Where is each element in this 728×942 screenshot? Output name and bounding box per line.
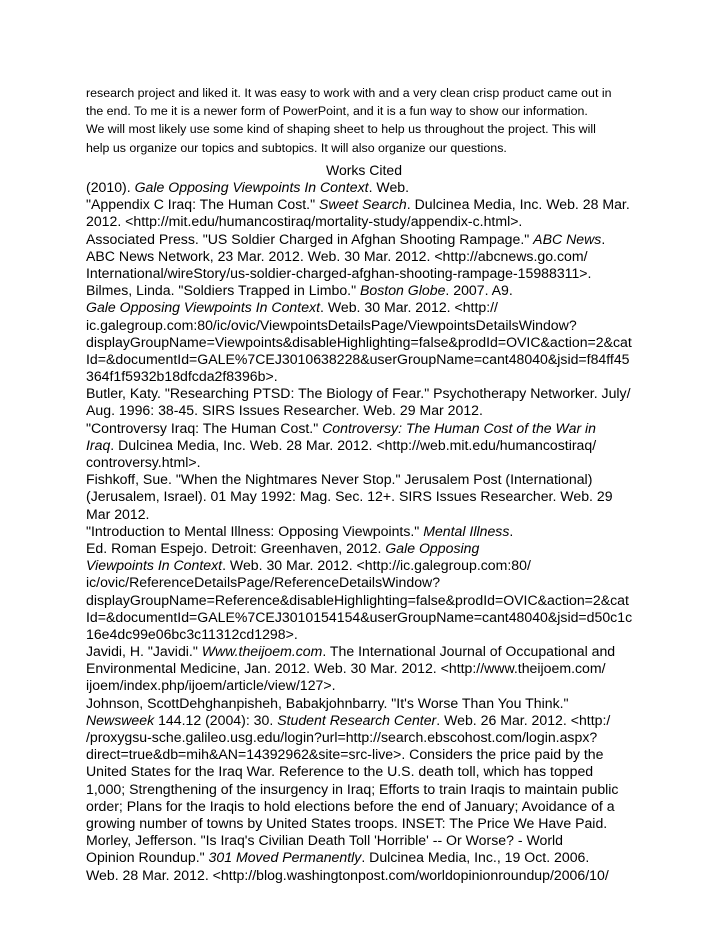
citation-italic-text: 301 Moved Permanently <box>208 849 362 866</box>
citation-text: 144.12 (2004): 30. <box>154 711 278 728</box>
citation-text: "Appendix C Iraq: The Human Cost." <box>86 196 320 213</box>
citation-line <box>86 523 666 540</box>
intro-line: the end. To me it is a newer form of PowerPoint, and it is a fun way to show our information. <box>86 104 588 119</box>
works-cited-list <box>86 179 666 884</box>
citation-text: . Web. 30 Mar. 2012. <http:// <box>320 299 498 316</box>
citation-text: Butler, Katy. "Researching PTSD: The Biology of Fear." Psychotherapy Networker. July/ <box>86 385 631 402</box>
citation-line <box>86 746 666 763</box>
citation-text: . Web. <box>368 179 410 195</box>
citation-line <box>86 695 666 712</box>
intro-line: We will most likely use some kind of shaping sheet to help us throughout the project. This will <box>86 122 596 137</box>
citation-italic-text: Gale Opposing <box>385 539 480 556</box>
citation-text: displayGroupName=Reference&disableHighlighting=false&prodId=OVIC&action=2&cat <box>86 591 629 608</box>
citation-text: ic.galegroup.com:80/ic/ovic/ViewpointsDetailsPage/ViewpointsDetailsWindow? <box>86 316 577 333</box>
citation-line <box>86 660 666 677</box>
citation-italic-text: Controversy: The Human Cost of the War in <box>322 419 597 436</box>
citation-italic-text: Mental Illness <box>423 522 510 539</box>
citation-italic-text: ABC News <box>533 230 602 247</box>
citation-line <box>86 729 666 746</box>
citation-italic-text: Iraq <box>86 436 111 453</box>
citation-text: . Dulcinea Media, Inc. Web. 28 Mar. 2012. <http://web.mit.edu/humancostiraq/ <box>110 436 597 453</box>
citation-line <box>86 506 666 523</box>
citation-text: ijoem/index.php/ijoem/article/view/127>. <box>86 677 336 694</box>
citation-line <box>86 832 666 849</box>
citation-text: 1,000; Strengthening of the insurgency in Iraq; Efforts to train Iraqis to maintain public <box>86 780 619 797</box>
citation-text: Associated Press. "US Soldier Charged in Afghan Shooting Rampage." <box>86 230 534 247</box>
citation-text: 364f1f5932b18dfcda2f8396b>. <box>86 368 278 385</box>
citation-line <box>86 179 666 196</box>
citation-text: growing number of towns by United States troops. INSET: The Price We Have Paid. <box>86 814 608 831</box>
citation-line <box>86 677 666 694</box>
citation-text: Bilmes, Linda. "Soldiers Trapped in Limbo." <box>86 282 361 299</box>
citation-line <box>86 420 666 437</box>
citation-line <box>86 334 666 351</box>
citation-text: 2012. <http://mit.edu/humancostiraq/mortality-study/appendix-c.html>. <box>86 213 523 230</box>
citation-italic-text: Gale Opposing Viewpoints In Context <box>134 179 369 195</box>
citation-text: Javidi, H. "Javidi." <box>86 643 202 660</box>
citation-line <box>86 609 666 626</box>
citation-italic-text: Newsweek <box>86 711 155 728</box>
citation-text: . <box>509 522 514 539</box>
citation-text: . <box>601 230 606 247</box>
citation-text: Ed. Roman Espejo. Detroit: Greenhaven, 2012. <box>86 539 386 556</box>
citation-text: Morley, Jefferson. "Is Iraq's Civilian Death Toll 'Horrible' -- Or Worse? - World <box>86 832 564 849</box>
citation-line <box>86 540 666 557</box>
citation-line <box>86 592 666 609</box>
citation-text: direct=true&db=mih&AN=14392962&site=src-live>. Considers the price paid by the <box>86 746 604 763</box>
citation-text: . The International Journal of Occupational and <box>322 643 616 660</box>
citation-line <box>86 471 666 488</box>
citation-line <box>86 798 666 815</box>
citation-line <box>86 196 666 213</box>
citation-line <box>86 282 666 299</box>
citation-text: United States for the Iraq War. Reference to the U.S. death toll, which has topped <box>86 763 594 780</box>
citation-line <box>86 213 666 230</box>
citation-line <box>86 557 666 574</box>
citation-text: . Dulcinea Media, Inc. Web. 28 Mar. <box>406 196 630 213</box>
citation-text: "Controversy Iraq: The Human Cost." <box>86 419 323 436</box>
citation-line <box>86 317 666 334</box>
citation-italic-text: Boston Globe <box>360 282 446 299</box>
citation-text: (2010). <box>86 179 135 195</box>
citation-line <box>86 351 666 368</box>
citation-line <box>86 299 666 316</box>
citation-line <box>86 454 666 471</box>
citation-line <box>86 385 666 402</box>
citation-text: order; Plans for the Iraqis to hold elections before the end of January; Avoidance of a <box>86 797 615 814</box>
citation-text: Opinion Roundup." <box>86 849 209 866</box>
citation-line <box>86 368 666 385</box>
citation-line <box>86 867 666 884</box>
citation-line <box>86 626 666 643</box>
citation-text: /proxygsu-sche.galileo.usg.edu/login?url=http://search.ebscohost.com/login.aspx? <box>86 729 598 745</box>
citation-text: . Web. 26 Mar. 2012. <http:/ <box>436 711 611 728</box>
works-cited-title: Works Cited <box>326 162 402 178</box>
citation-text: "Introduction to Mental Illness: Opposing Viewpoints." <box>86 522 424 539</box>
intro-paragraph <box>86 84 666 157</box>
intro-line: research project and liked it. It was easy to work with and a very clean crisp product came out in <box>86 86 612 100</box>
citation-text: Id=&documentId=GALE%7CEJ3010154154&userGroupName=cant48040&jsid=d50c1c <box>86 608 633 625</box>
citation-text: . 2007. A9. <box>445 282 513 299</box>
citation-italic-text: Gale Opposing Viewpoints In Context <box>86 299 320 316</box>
citation-text: Mar 2012. <box>86 505 150 522</box>
citation-text: Id=&documentId=GALE%7CEJ3010638228&userGroupName=cant48040&jsid=f84ff45 <box>86 350 630 367</box>
citation-text: displayGroupName=Viewpoints&disableHighlighting=false&prodId=OVIC&action=2&cat <box>86 333 632 350</box>
citation-line <box>86 488 666 505</box>
citation-line <box>86 231 666 248</box>
citation-text: . Dulcinea Media, Inc., 19 Oct. 2006. <box>361 849 590 866</box>
citation-text: ABC News Network, 23 Mar. 2012. Web. 30 Mar. 2012. <http://abcnews.go.com/ <box>86 247 588 264</box>
intro-line: help us organize our topics and subtopics. It will also organize our questions. <box>86 140 507 155</box>
citation-text: 16e4dc99e06bc3c11312cd1298>. <box>86 625 298 642</box>
citation-line <box>86 643 666 660</box>
citation-line <box>86 712 666 729</box>
citation-text: controversy.html>. <box>86 454 201 470</box>
citation-line <box>86 265 666 282</box>
citation-text: Aug. 1996: 38-45. SIRS Issues Researcher. Web. 29 Mar 2012. <box>86 402 483 419</box>
citation-line <box>86 815 666 832</box>
citation-line <box>86 402 666 419</box>
citation-line <box>86 574 666 591</box>
citation-line <box>86 437 666 454</box>
citation-text: (Jerusalem, Israel). 01 May 1992: Mag. Sec. 12+. SIRS Issues Researcher. Web. 29 <box>86 488 613 505</box>
citation-italic-text: Student Research Center <box>277 711 437 728</box>
citation-text: Environmental Medicine, Jan. 2012. Web. 30 Mar. 2012. <http://www.theijoem.com/ <box>86 660 606 677</box>
citation-text: . Web. 30 Mar. 2012. <http://ic.galegroup.com:80/ <box>222 557 531 574</box>
citation-line <box>86 849 666 866</box>
citation-line <box>86 763 666 780</box>
citation-line <box>86 781 666 798</box>
citation-text: Web. 28 Mar. 2012. <http://blog.washingtonpost.com/worldopinionroundup/2006/10/ <box>86 866 609 883</box>
citation-text: ic/ovic/ReferenceDetailsPage/ReferenceDetailsWindow? <box>86 574 441 591</box>
citation-text: Johnson, ScottDehghanpisheh, Babakjohnbarry. "It's Worse Than You Think." <box>86 694 569 711</box>
citation-line <box>86 248 666 265</box>
citation-italic-text: Sweet Search <box>319 196 407 213</box>
citation-text: Fishkoff, Sue. "When the Nightmares Never Stop." Jerusalem Post (International) <box>86 471 593 488</box>
citation-italic-text: Www.theijoem.com <box>201 643 323 660</box>
citation-text: International/wireStory/us-soldier-charged-afghan-shooting-rampage-15988311>. <box>86 264 592 281</box>
citation-italic-text: Viewpoints In Context <box>86 557 223 574</box>
